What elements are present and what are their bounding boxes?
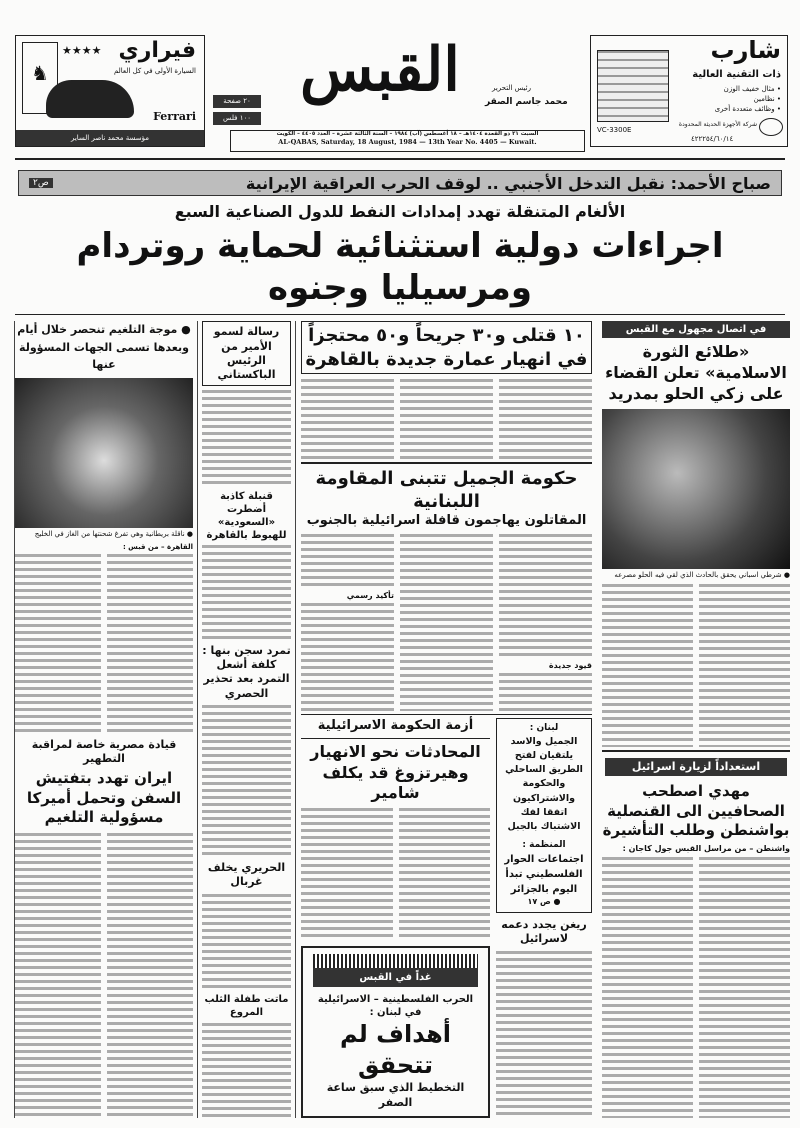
ferrari-ad xyxy=(15,35,205,147)
divider xyxy=(15,314,785,316)
article-text xyxy=(602,857,693,1118)
prancing-horse-icon: ♞ xyxy=(22,42,58,114)
article-text xyxy=(301,379,394,459)
subhead-new-restrictions: قيود جديدة xyxy=(548,661,592,671)
plo-headline: اجتماعات الحوار الفلسطيني تبدأ اليوم بالجزائر xyxy=(504,854,584,896)
article-text xyxy=(202,894,291,989)
article-text xyxy=(202,545,291,640)
article-text xyxy=(202,390,291,485)
tomorrow-kicker: الحرب الفلسطينية – الاسرائيلية في لبنان : xyxy=(317,994,474,1019)
lebanon-headline: الجميل والاسد يلتقيان لفتح الطريق الساحلي والحكومة والاشتراكيون اتفقا لفك الاشتباك بالجبل xyxy=(505,735,583,833)
right-headline-2: مهدي اصطحب الصحافيين الى القنصلية بواشنطن وطلب التأشيرة xyxy=(602,782,790,840)
date-arabic: السبت ٢١ ذو القعدة ١٤٠٤هـ – ١٨ أغسطس (آب) ١٩٨٤ – السنة الثالثة عشرة – العدد ٤٤٠٥ – الكويت xyxy=(276,131,539,137)
top-banner xyxy=(18,170,782,196)
ferrari-ad-footer: مؤسسة محمد ناصر الساير xyxy=(16,130,204,146)
text-column xyxy=(499,534,592,710)
text-row xyxy=(15,833,193,1118)
bottom-row xyxy=(301,718,592,1118)
left-wide-column xyxy=(14,321,197,1118)
ferrari-ad-title: فيراري xyxy=(118,38,196,63)
dealer-logo-icon xyxy=(759,118,783,136)
article-text xyxy=(301,603,394,711)
article-text xyxy=(400,534,493,710)
date-strip xyxy=(230,130,585,152)
text-row xyxy=(602,584,790,747)
sharp-subtitle: ذات التقنية العالية xyxy=(692,69,781,80)
banner-page-ref: ص٢ xyxy=(29,178,53,188)
columns xyxy=(0,321,800,1118)
sharp-ad xyxy=(590,35,788,147)
article-text xyxy=(499,534,592,658)
article-text xyxy=(107,554,193,732)
dateline: واشنطن – من مراسل القبس جول كاجان : xyxy=(622,843,790,853)
sharp-phone: ٤٢٢٢٥٤/٦٠/١٤ xyxy=(691,135,734,143)
mines-headline: ● موجة التلغيم تنحصر خلال أيام وبعدها تسمى الجهات المسؤولة عنها xyxy=(17,323,191,372)
gemayel-subhead: المقاتلون يهاجمون قافلة اسرائيلية بالجنوب xyxy=(306,513,587,529)
iran-headline: ايران تهدد بتفتيش السفن وتحمل أميركا مسؤولية التلغيم xyxy=(26,769,182,827)
hijack-kicker: قنبلة كاذبة xyxy=(220,490,273,502)
article-text xyxy=(399,808,491,940)
article-text xyxy=(602,584,693,747)
plo-label: المنظمة : xyxy=(522,840,566,851)
subhead-official: تأكيد رسمي xyxy=(346,591,394,600)
date-english: AL-QABAS, Saturday, 18 August, 1984 — 13th Year No. 4405 — Kuwait. xyxy=(278,138,537,147)
article-text xyxy=(400,379,493,459)
editor-name: محمد جاسم الصقر xyxy=(485,97,568,107)
article-text xyxy=(202,705,291,857)
sharp-features xyxy=(715,84,781,114)
israel-subcolumn xyxy=(301,718,490,1118)
divider xyxy=(15,158,785,160)
feature: • وظائف متعددة أخرى xyxy=(714,105,781,113)
article-text xyxy=(699,584,790,747)
israel-kicker: أزمة الحكومة الاسرائيلية xyxy=(317,718,474,733)
hijack-headline: أضطرت «السعودية» للهبوط بالقاهرة xyxy=(206,503,287,541)
reagan-headline: ريغن يجدد دعمه لاسرائيل xyxy=(501,917,587,945)
text-row xyxy=(301,808,490,940)
masthead-logo: القبس xyxy=(300,35,460,105)
text-row xyxy=(301,534,592,710)
pakistan-box xyxy=(202,321,291,386)
tomorrow-subhead: التخطيط الذي سبق ساعة الصفر xyxy=(326,1081,465,1109)
dateline: القاهرة – من قبس : xyxy=(122,543,193,552)
photo-caption: ● شرطي اسباني يحقق بالحادث الذي لقي فيه الحلو مصرعه xyxy=(614,570,790,579)
divider xyxy=(301,714,592,716)
left-narrow-column xyxy=(197,321,295,1118)
divider xyxy=(301,462,592,464)
editor-label: رئيس التحرير xyxy=(492,84,531,92)
article-text xyxy=(15,554,101,732)
text-row xyxy=(602,857,790,1118)
article-text xyxy=(202,1023,291,1118)
article-text xyxy=(301,534,394,588)
ferrari-ad-stars: ★★★★ xyxy=(62,44,102,57)
israel-headline: المحادثات نحو الانهيار وهيرتزوغ قد يكلف شامير xyxy=(310,741,481,803)
madrid-photo xyxy=(602,409,790,569)
article-text xyxy=(107,833,193,1118)
lebanon-subcolumn xyxy=(496,718,592,1118)
sharp-model: VC-3300E xyxy=(597,126,632,134)
lead-headline: اجراءات دولية استثنائية لحماية روتردام ومرسيليا وجنوه xyxy=(76,225,724,309)
divider xyxy=(602,750,790,752)
ferrari-ad-tagline: السيارة الأولى في كل العالم xyxy=(114,67,196,75)
feature: • نظامين xyxy=(753,95,781,103)
tomorrow-label: غداً في القبس xyxy=(313,968,478,987)
pakistan-headline: رسالة لسمو الأمير من الرئيس الباكستاني xyxy=(213,325,280,382)
article-text xyxy=(15,833,101,1118)
egypt-command-headline: قيادة مصرية خاصة لمراقبة التطهير xyxy=(31,737,177,765)
price: ١٠٠ فلس xyxy=(213,112,261,125)
prison-riot-headline: تمرد سجن بنها : كلفة أشعل التمرد بعد تحذير الحصري xyxy=(202,643,291,700)
sharp-title: شارب xyxy=(710,36,781,64)
cairo-headline-box xyxy=(301,321,592,374)
sharp-dealer: شركة الأجهزة الحديثة المحدودة xyxy=(678,121,757,128)
article-text xyxy=(496,951,592,1118)
text-column xyxy=(301,534,394,710)
plo-page-ref: ● ص ١٧ xyxy=(527,897,561,907)
gemayel-headline: حكومة الجميل تتبنى المقاومة اللبنانية xyxy=(315,467,578,512)
car-image xyxy=(46,80,134,118)
masthead xyxy=(0,0,800,160)
right-headline: «طلائع الثورة الاسلامية» تعلن القضاء على زكي الحلو بمدريد xyxy=(605,342,787,403)
article-text xyxy=(499,379,592,459)
banner-text: صباح الأحمد: نقبل التدخل الأجنبي .. لوقف الحرب العراقية الإيرانية xyxy=(245,173,771,193)
lebanon-label: لبنان : xyxy=(529,723,559,733)
child-death-headline: ماتت طفلة الثلب المروع xyxy=(204,993,289,1018)
tomorrow-box xyxy=(301,946,490,1118)
ferrari-logo-text: Ferrari xyxy=(153,110,196,123)
right-label-2: استعداداً لزيارة اسرائيل xyxy=(605,758,787,776)
hariri-headline: الحريري يخلف غربال xyxy=(207,861,286,889)
right-column xyxy=(597,321,790,1118)
text-row xyxy=(15,554,193,732)
text-row xyxy=(301,379,592,459)
feature: • مثال خفيف الوزن xyxy=(723,85,781,93)
tomorrow-headline: أهداف لم تتحقق xyxy=(339,1020,452,1080)
article-text xyxy=(301,808,393,940)
lebanon-plo-box xyxy=(496,718,592,913)
page-count: ٢٠ صفحة xyxy=(213,95,261,108)
lead-kicker: الألغام المتنقلة تهدد إمدادات النفط للدول الصناعية السبع xyxy=(174,202,626,221)
article-text xyxy=(699,857,790,1118)
middle-column xyxy=(295,321,597,1118)
article-text xyxy=(499,673,592,710)
cairo-headline: ١٠ قتلى و٣٠ جريحاً و٥٠ محتجزاً في انهيار عمارة جديدة بالقاهرة xyxy=(305,325,588,370)
right-label: في اتصال مجهول مع القبس xyxy=(602,321,790,338)
divider xyxy=(301,738,490,739)
photo-caption: ● ناقلة بريطانية وهي تفرغ شحنتها من الغاز في الخليج xyxy=(34,530,193,539)
decorative-stripes xyxy=(313,954,478,968)
tanker-photo xyxy=(15,378,193,528)
vcr-image xyxy=(597,50,669,122)
